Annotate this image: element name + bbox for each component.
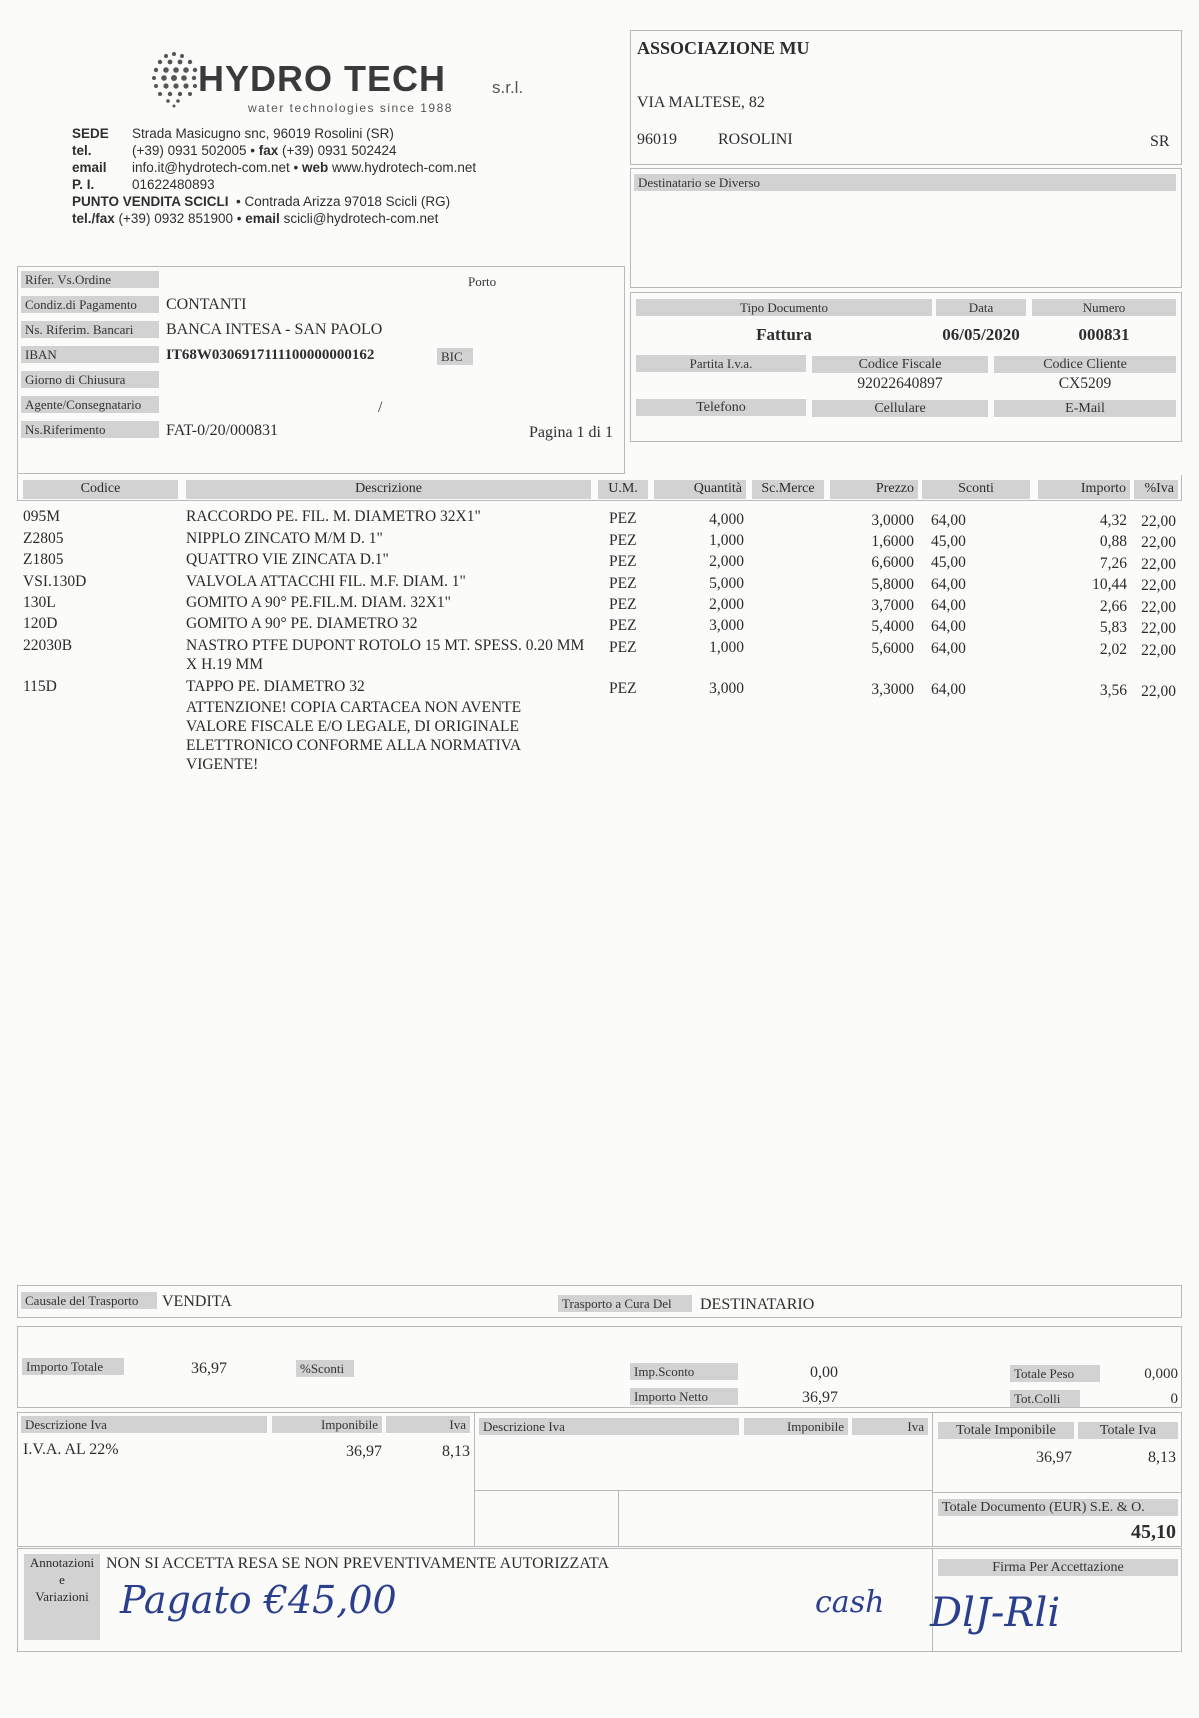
row-descrizione: GOMITO A 90° PE.FIL.M. DIAM. 32X1" [186, 594, 451, 611]
row-quantita: 4,000 [709, 511, 744, 528]
pi-label: P. I. [72, 177, 95, 192]
row-descrizione: GOMITO A 90° PE. DIAMETRO 32 [186, 615, 418, 632]
bic-label: BIC [437, 348, 473, 365]
trasporto-cura-value: DESTINATARIO [700, 1296, 815, 1313]
row-iva: 22,00 [1141, 642, 1176, 659]
pagamento-value: CONTANTI [166, 296, 247, 313]
row-codice: 115D [23, 678, 57, 695]
web-label: web [302, 160, 329, 175]
iva-divider [474, 1490, 932, 1491]
tot-colli-value: 0 [1170, 1391, 1178, 1407]
header-iva: %Iva [1134, 480, 1178, 499]
fax-value: (+39) 0931 502424 [282, 143, 397, 158]
handwritten-cash-note: cash [815, 1585, 885, 1620]
data-label: Data [936, 299, 1026, 316]
row-descrizione: NASTRO PTFE DUPONT ROTOLO 15 MT. SPESS. 0.20 MM X H.19 MM [186, 637, 585, 673]
row-um: PEZ [609, 553, 637, 570]
row-um: PEZ [609, 532, 637, 549]
row-iva: 22,00 [1141, 513, 1176, 530]
desc-iva-label: Descrizione Iva [21, 1416, 267, 1433]
totale-imponibile-label: Totale Imponibile [938, 1422, 1074, 1439]
tot-colli-label: Tot.Colli [1010, 1390, 1080, 1407]
trasporto-cura-label: Trasporto a Cura Del [558, 1295, 692, 1312]
row-um: PEZ [609, 596, 637, 613]
rifer-ordine-label: Rifer. Vs.Ordine [21, 271, 159, 288]
legal-notice: ATTENZIONE! COPIA CARTACEA NON AVENTE VALORE FISCALE E/O LEGALE, DI ORIGINALE ELETTRONICO CONFORME ALLA NORMATIVA VIGENTE! [186, 699, 522, 773]
row-quantita: 2,000 [709, 596, 744, 613]
cellulare-label: Cellulare [812, 400, 988, 417]
row-sconti: 64,00 [931, 512, 966, 529]
iva-divider [932, 1412, 933, 1547]
signature: DlJ-Rli [930, 1590, 1061, 1636]
pv-address: Contrada Arizza 97018 Scicli (RG) [244, 194, 451, 209]
row-prezzo: 5,6000 [871, 640, 914, 657]
customer-province: SR [1150, 133, 1170, 150]
customer-street: VIA MALTESE, 82 [637, 94, 765, 111]
header-descrizione: Descrizione [186, 480, 591, 499]
tel-value: (+39) 0931 502005 [132, 143, 247, 158]
row-sconti: 45,00 [931, 533, 966, 550]
agente-label: Agente/Consegnatario [21, 396, 159, 413]
importo-totale-label: Importo Totale [22, 1358, 124, 1375]
row-prezzo: 5,8000 [871, 576, 914, 593]
totale-peso-label: Totale Peso [1010, 1365, 1100, 1382]
row-descrizione: VALVOLA ATTACCHI FIL. M.F. DIAM. 1" [186, 573, 466, 590]
customer-cap: 96019 [637, 131, 677, 148]
row-iva: 22,00 [1141, 534, 1176, 551]
row-um: PEZ [609, 680, 637, 697]
agente-value: / [378, 399, 383, 416]
row-prezzo: 3,3000 [871, 681, 914, 698]
importo-totale-value: 36,97 [191, 1360, 227, 1377]
iva-imponibile-value: 36,97 [346, 1443, 382, 1460]
row-descrizione: TAPPO PE. DIAMETRO 32 [186, 678, 365, 695]
totale-imponibile-value: 36,97 [1036, 1449, 1072, 1466]
sconti-label: %Sconti [296, 1360, 354, 1377]
page-indicator: Pagina 1 di 1 [529, 424, 613, 441]
sede-value: Strada Masicugno snc, 96019 Rosolini (SR) [132, 126, 394, 141]
annotazioni-label-line: Annotazioni [29, 1555, 95, 1570]
row-quantita: 3,000 [709, 617, 744, 634]
totale-iva-value: 8,13 [1148, 1449, 1176, 1466]
row-iva: 22,00 [1141, 599, 1176, 616]
email-label: email [72, 160, 107, 175]
iva-divider [618, 1490, 619, 1547]
firma-label: Firma Per Accettazione [938, 1559, 1178, 1576]
row-sconti: 64,00 [931, 576, 966, 593]
row-quantita: 5,000 [709, 575, 744, 592]
pv-tel-label: tel./fax [72, 211, 115, 226]
row-importo: 4,32 [1099, 512, 1127, 529]
ns-riferimento-value: FAT-0/20/000831 [166, 422, 279, 439]
row-importo: 2,02 [1099, 641, 1127, 658]
tel-label: tel. [72, 143, 92, 158]
row-importo: 7,26 [1099, 555, 1127, 572]
logo-tagline: water technologies since 1988 [248, 101, 453, 115]
numero-value: 000831 [1078, 325, 1130, 344]
annotazioni-label-line: Variazioni [35, 1589, 89, 1604]
header-importo: Importo [1038, 480, 1130, 499]
partita-iva-label: Partita I.v.a. [636, 355, 806, 372]
porto-label: Porto [468, 274, 497, 289]
row-importo: 10,44 [1092, 576, 1127, 593]
annotazioni-label-line: e [59, 1572, 65, 1587]
header-sconti: Sconti [922, 480, 1030, 499]
causale-label: Causale del Trasporto [21, 1292, 157, 1309]
row-codice: 095M [23, 508, 61, 525]
data-value: 06/05/2020 [942, 325, 1020, 344]
row-um: PEZ [609, 575, 637, 592]
row-quantita: 1,000 [709, 532, 744, 549]
email-value[interactable]: info.it@hydrotech-com.net [132, 160, 290, 175]
numero-label: Numero [1032, 299, 1176, 316]
web-value[interactable]: www.hydrotech-com.net [332, 160, 477, 175]
codice-fiscale-label: Codice Fiscale [812, 356, 988, 373]
header-um: U.M. [598, 480, 648, 499]
pagamento-label: Condiz.di Pagamento [21, 296, 159, 313]
pv-email-label: email [245, 211, 280, 226]
totale-iva-label: Totale Iva [1078, 1422, 1178, 1439]
iva-importo-value: 8,13 [442, 1443, 470, 1460]
iva-divider [474, 1412, 475, 1547]
row-codice: VSI.130D [23, 573, 87, 590]
desc-iva-label-2: Descrizione Iva [479, 1418, 739, 1435]
pv-tel-value: (+39) 0932 851900 [118, 211, 234, 226]
iban-label: IBAN [21, 346, 159, 363]
row-descrizione: RACCORDO PE. FIL. M. DIAMETRO 32X1" [186, 508, 481, 525]
row-um: PEZ [609, 510, 637, 527]
header-codice: Codice [23, 480, 178, 499]
row-prezzo: 3,0000 [871, 512, 914, 529]
imp-sconto-label: Imp.Sconto [630, 1363, 738, 1380]
row-um: PEZ [609, 639, 637, 656]
logo-suffix: s.r.l. [492, 78, 524, 97]
row-descrizione: QUATTRO VIE ZINCATA D.1" [186, 551, 389, 568]
row-sconti: 45,00 [931, 554, 966, 571]
header-prezzo: Prezzo [830, 480, 918, 499]
tipo-documento-label: Tipo Documento [636, 299, 932, 316]
row-prezzo: 6,6000 [871, 554, 914, 571]
iva-label-2: Iva [852, 1418, 928, 1435]
totale-documento-label: Totale Documento (EUR) S.E. & O. [938, 1499, 1178, 1516]
row-codice: 120D [23, 615, 58, 632]
totale-peso-value: 0,000 [1144, 1366, 1178, 1382]
tipo-documento-value: Fattura [756, 325, 812, 344]
banca-label: Ns. Riferim. Bancari [21, 321, 159, 338]
causale-value: VENDITA [162, 1293, 232, 1310]
handwritten-payment-note: Pagato €45,00 [120, 1578, 397, 1622]
row-sconti: 64,00 [931, 640, 966, 657]
imp-sconto-value: 0,00 [810, 1364, 838, 1381]
row-prezzo: 3,7000 [871, 597, 914, 614]
row-iva: 22,00 [1141, 683, 1176, 700]
row-importo: 2,66 [1099, 598, 1127, 615]
row-quantita: 2,000 [709, 553, 744, 570]
row-iva: 22,00 [1141, 620, 1176, 637]
iban-value: IT68W0306917111100000000162 [166, 347, 375, 363]
row-importo: 0,88 [1099, 533, 1127, 550]
telefono-label: Telefono [636, 399, 806, 416]
imponibile-label: Imponibile [272, 1416, 382, 1433]
row-codice: 130L [23, 594, 56, 611]
pi-value: 01622480893 [132, 177, 215, 192]
row-importo: 5,83 [1099, 619, 1127, 636]
alt-destination-label: Destinatario se Diverso [634, 174, 1176, 191]
imponibile-label-2: Imponibile [744, 1418, 848, 1435]
iva-divider [932, 1492, 1182, 1493]
importo-netto-value: 36,97 [802, 1389, 838, 1406]
annotazioni-value: NON SI ACCETTA RESA SE NON PREVENTIVAMENTE AUTORIZZATA [106, 1555, 610, 1572]
codice-cliente-value: CX5209 [1058, 375, 1112, 392]
row-iva: 22,00 [1141, 577, 1176, 594]
customer-name: ASSOCIAZIONE MU [637, 38, 810, 58]
banca-value: BANCA INTESA - SAN PAOLO [166, 321, 383, 338]
chiusura-label: Giorno di Chiusura [21, 371, 159, 388]
row-codice: Z2805 [23, 530, 64, 547]
row-sconti: 64,00 [931, 597, 966, 614]
row-codice: 22030B [23, 637, 73, 654]
row-quantita: 3,000 [709, 680, 744, 697]
row-quantita: 1,000 [709, 639, 744, 656]
iva-desc-value: I.V.A. AL 22% [23, 1441, 119, 1458]
row-um: PEZ [609, 617, 637, 634]
row-descrizione: NIPPLO ZINCATO M/M D. 1" [186, 530, 383, 547]
row-prezzo: 1,6000 [871, 533, 914, 550]
pv-email-value[interactable]: scicli@hydrotech-com.net [283, 211, 439, 226]
totale-documento-value: 45,10 [1131, 1521, 1176, 1543]
row-codice: Z1805 [23, 551, 64, 568]
row-sconti: 64,00 [931, 618, 966, 635]
sede-label: SEDE [72, 126, 109, 141]
logo-dots-icon [150, 48, 198, 108]
annotazioni-label [24, 1554, 100, 1640]
row-sconti: 64,00 [931, 681, 966, 698]
customer-city: ROSOLINI [718, 131, 793, 148]
codice-cliente-label: Codice Cliente [994, 356, 1176, 373]
row-prezzo: 5,4000 [871, 618, 914, 635]
row-importo: 3,56 [1099, 682, 1127, 699]
header-quantita: Quantità [654, 480, 746, 499]
pv-label: PUNTO VENDITA SCICLI [72, 194, 229, 209]
codice-fiscale-value: 92022640897 [857, 375, 943, 392]
header-sc-merce: Sc.Merce [752, 480, 824, 499]
fax-label: fax [258, 143, 279, 158]
ns-riferimento-label: Ns.Riferimento [21, 421, 159, 438]
importo-netto-label: Importo Netto [630, 1388, 738, 1405]
logo-name: HYDRO TECH [198, 58, 447, 99]
row-iva: 22,00 [1141, 556, 1176, 573]
iva-label: Iva [386, 1416, 470, 1433]
email-label: E-Mail [994, 400, 1176, 417]
